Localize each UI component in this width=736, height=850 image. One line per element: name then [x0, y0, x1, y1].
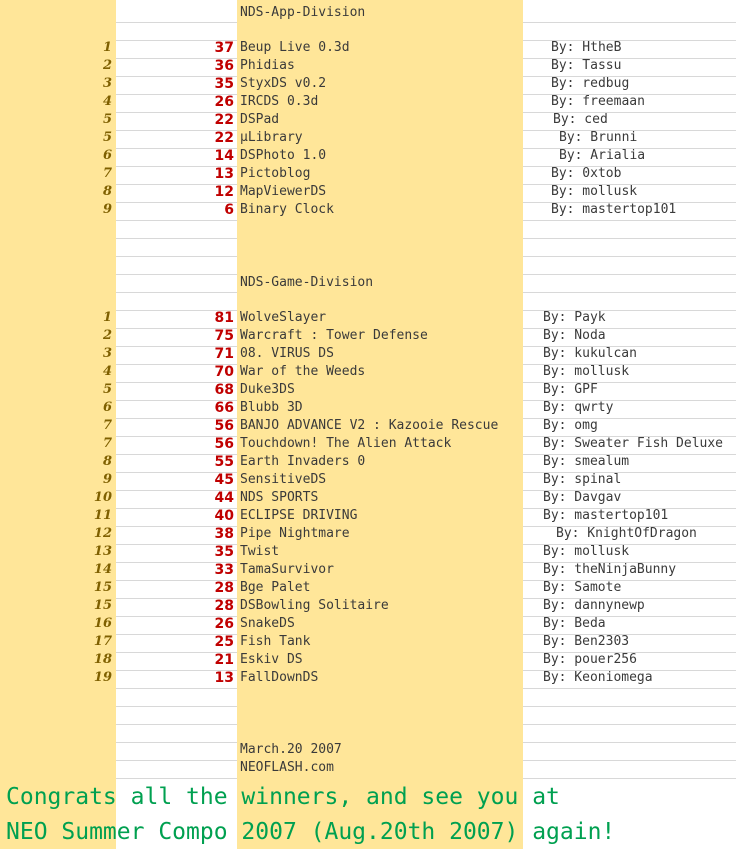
score-value: 12	[214, 184, 234, 200]
author-name: By: dannynewp	[543, 598, 645, 613]
rank-number: 5	[102, 112, 112, 127]
entry-name: Earth Invaders 0	[240, 454, 366, 469]
score-value: 35	[214, 544, 234, 560]
rank-number: 1	[102, 40, 112, 55]
entry-name: NDS SPORTS	[240, 490, 319, 505]
footer-date-row	[0, 741, 736, 759]
author-name: By: qwrty	[543, 400, 614, 415]
rank-number: 12	[93, 526, 112, 541]
author-name: By: Noda	[543, 328, 606, 343]
author-name: By: Tassu	[551, 58, 622, 73]
rank-number: 15	[93, 598, 112, 613]
rank-number: 18	[93, 652, 112, 667]
score-value: 36	[214, 58, 234, 74]
author-name: By: GPF	[543, 382, 598, 397]
grid-line	[523, 256, 736, 257]
entry-name: StyxDS v0.2	[240, 76, 327, 91]
grid-line	[116, 688, 237, 689]
author-name: By: Ben2303	[543, 634, 630, 649]
entry-name: Bge Palet	[240, 580, 311, 595]
table-row	[0, 165, 736, 183]
entry-name: Binary Clock	[240, 202, 334, 217]
rank-number: 14	[93, 562, 112, 577]
app-division-heading-row	[0, 4, 736, 22]
author-name: By: mastertop101	[543, 508, 669, 523]
author-name: By: HtheB	[551, 40, 622, 55]
entry-name: Blubb 3D	[240, 400, 303, 415]
entry-name: SnakeDS	[240, 616, 295, 631]
entry-name: WolveSlayer	[240, 310, 327, 325]
author-name: By: freemaan	[551, 94, 645, 109]
congrats-line-1: Congrats all the winners, and see you at	[6, 784, 560, 810]
entry-name: BANJO ADVANCE V2 : Kazooie Rescue	[240, 418, 499, 433]
rank-number: 5	[102, 382, 112, 397]
rank-number: 10	[93, 490, 112, 505]
table-row	[0, 507, 736, 525]
rank-number: 11	[93, 508, 112, 523]
table-row	[0, 345, 736, 363]
score-value: 21	[214, 652, 234, 668]
rank-number: 3	[102, 346, 112, 361]
table-row	[0, 363, 736, 381]
rank-number: 3	[102, 76, 112, 91]
grid-line	[523, 778, 736, 779]
author-name: By: kukulcan	[543, 346, 637, 361]
score-value: 70	[214, 364, 234, 380]
game-division-title: NDS-Game-Division	[240, 275, 374, 290]
score-value: 26	[214, 94, 234, 110]
author-name: By: KnightOfDragon	[556, 526, 697, 541]
grid-line	[116, 256, 237, 257]
author-name: By: pouer256	[543, 652, 637, 667]
score-value: 75	[214, 328, 234, 344]
entry-name: DSPad	[240, 112, 280, 127]
table-row	[0, 633, 736, 651]
score-value: 66	[214, 400, 234, 416]
score-value: 22	[214, 112, 234, 128]
grid-line	[523, 724, 736, 725]
score-value: 14	[214, 148, 234, 164]
rank-number: 6	[102, 400, 112, 415]
rank-number: 8	[102, 454, 112, 469]
table-row	[0, 327, 736, 345]
score-value: 13	[214, 166, 234, 182]
table-row	[0, 147, 736, 165]
author-name: By: Samote	[543, 580, 622, 595]
entry-name: 08. VIRUS DS	[240, 346, 334, 361]
entry-name: Duke3DS	[240, 382, 295, 397]
author-name: By: 0xtob	[551, 166, 622, 181]
rank-number: 16	[93, 616, 112, 631]
score-value: 33	[214, 562, 234, 578]
rank-number: 8	[102, 184, 112, 199]
grid-line	[116, 706, 237, 707]
grid-line	[116, 724, 237, 725]
score-value: 40	[214, 508, 234, 524]
score-value: 56	[214, 418, 234, 434]
score-value: 56	[214, 436, 234, 452]
grid-line	[116, 22, 237, 23]
author-name: By: Beda	[543, 616, 606, 631]
table-row	[0, 417, 736, 435]
author-name: By: Keoniomega	[543, 670, 653, 685]
table-row	[0, 561, 736, 579]
table-row	[0, 525, 736, 543]
table-row	[0, 543, 736, 561]
rank-number: 6	[102, 148, 112, 163]
entry-name: Twist	[240, 544, 280, 559]
entry-name: DSPhoto 1.0	[240, 148, 327, 163]
table-row	[0, 579, 736, 597]
entry-name: Fish Tank	[240, 634, 311, 649]
author-name: By: ced	[553, 112, 608, 127]
rank-number: 2	[102, 328, 112, 343]
grid-line	[116, 220, 237, 221]
author-name: By: mollusk	[543, 364, 630, 379]
table-row	[0, 381, 736, 399]
table-row	[0, 597, 736, 615]
score-value: 37	[214, 40, 234, 56]
author-name: By: mollusk	[551, 184, 638, 199]
entry-name: Pictoblog	[240, 166, 311, 181]
entry-name: Warcraft : Tower Defense	[240, 328, 428, 343]
rank-number: 19	[93, 670, 112, 685]
congrats-line-2: NEO Summer Compo 2007 (Aug.20th 2007) again!	[6, 819, 616, 845]
rank-number: 9	[102, 472, 112, 487]
rank-number: 15	[93, 580, 112, 595]
entry-name: Beup Live 0.3d	[240, 40, 350, 55]
table-row	[0, 399, 736, 417]
author-name: By: redbug	[551, 76, 630, 91]
entry-name: War of the Weeds	[240, 364, 366, 379]
entry-name: MapViewerDS	[240, 184, 327, 199]
rank-number: 2	[102, 58, 112, 73]
app-division-title: NDS-App-Division	[240, 5, 366, 20]
author-name: By: omg	[543, 418, 598, 433]
rank-number: 4	[102, 364, 112, 379]
entry-name: Touchdown! The Alien Attack	[240, 436, 452, 451]
rank-number: 1	[102, 310, 112, 325]
entry-name: µLibrary	[240, 130, 303, 145]
footer-date: March.20 2007	[240, 742, 342, 757]
entry-name: Phidias	[240, 58, 295, 73]
entry-name: TamaSurvivor	[240, 562, 334, 577]
author-name: By: theNinjaBunny	[543, 562, 677, 577]
table-row	[0, 453, 736, 471]
grid-line	[523, 220, 736, 221]
entry-name: Pipe Nightmare	[240, 526, 350, 541]
table-row	[0, 111, 736, 129]
score-value: 28	[214, 580, 234, 596]
grid-line	[523, 292, 736, 293]
entry-name: IRCDS 0.3d	[240, 94, 319, 109]
table-row	[0, 435, 736, 453]
entry-name: ECLIPSE DRIVING	[240, 508, 358, 523]
table-row	[0, 471, 736, 489]
author-name: By: mastertop101	[551, 202, 677, 217]
rank-number: 7	[102, 436, 112, 451]
rank-number: 4	[102, 94, 112, 109]
score-value: 28	[214, 598, 234, 614]
table-row	[0, 651, 736, 669]
grid-line	[116, 292, 237, 293]
table-row	[0, 201, 736, 219]
entry-name: Eskiv DS	[240, 652, 303, 667]
score-value: 55	[214, 454, 234, 470]
table-row	[0, 129, 736, 147]
footer-site-row	[0, 759, 736, 777]
table-row	[0, 489, 736, 507]
table-row	[0, 75, 736, 93]
score-value: 35	[214, 76, 234, 92]
score-value: 81	[214, 310, 234, 326]
grid-line	[523, 706, 736, 707]
grid-line	[523, 22, 736, 23]
score-value: 22	[214, 130, 234, 146]
table-row	[0, 183, 736, 201]
rank-number: 13	[93, 544, 112, 559]
author-name: By: spinal	[543, 472, 622, 487]
rank-number: 17	[93, 634, 112, 649]
table-row	[0, 615, 736, 633]
footer-site: NEOFLASH.com	[240, 760, 334, 775]
entry-name: SensitiveDS	[240, 472, 327, 487]
grid-line	[523, 238, 736, 239]
author-name: By: Sweater Fish Deluxe	[543, 436, 724, 451]
author-name: By: Arialia	[559, 148, 646, 163]
score-value: 45	[214, 472, 234, 488]
table-row	[0, 39, 736, 57]
score-value: 71	[214, 346, 234, 362]
score-value: 68	[214, 382, 234, 398]
grid-line	[116, 238, 237, 239]
entry-name: FallDownDS	[240, 670, 319, 685]
score-value: 25	[214, 634, 234, 650]
score-value: 26	[214, 616, 234, 632]
rank-number: 7	[102, 166, 112, 181]
score-value: 13	[214, 670, 234, 686]
score-value: 6	[224, 202, 234, 218]
table-row	[0, 57, 736, 75]
table-row	[0, 93, 736, 111]
entry-name: DSBowling Solitaire	[240, 598, 389, 613]
game-division-heading-row	[0, 274, 736, 292]
author-name: By: Brunni	[559, 130, 638, 145]
author-name: By: Payk	[543, 310, 606, 325]
grid-line	[523, 688, 736, 689]
table-row	[0, 669, 736, 687]
score-value: 44	[214, 490, 234, 506]
grid-line	[116, 778, 237, 779]
table-row	[0, 309, 736, 327]
author-name: By: mollusk	[543, 544, 630, 559]
author-name: By: smealum	[543, 454, 630, 469]
score-value: 38	[214, 526, 234, 542]
author-name: By: Davgav	[543, 490, 622, 505]
rank-number: 7	[102, 418, 112, 433]
rank-number: 9	[102, 202, 112, 217]
rank-number: 5	[102, 130, 112, 145]
